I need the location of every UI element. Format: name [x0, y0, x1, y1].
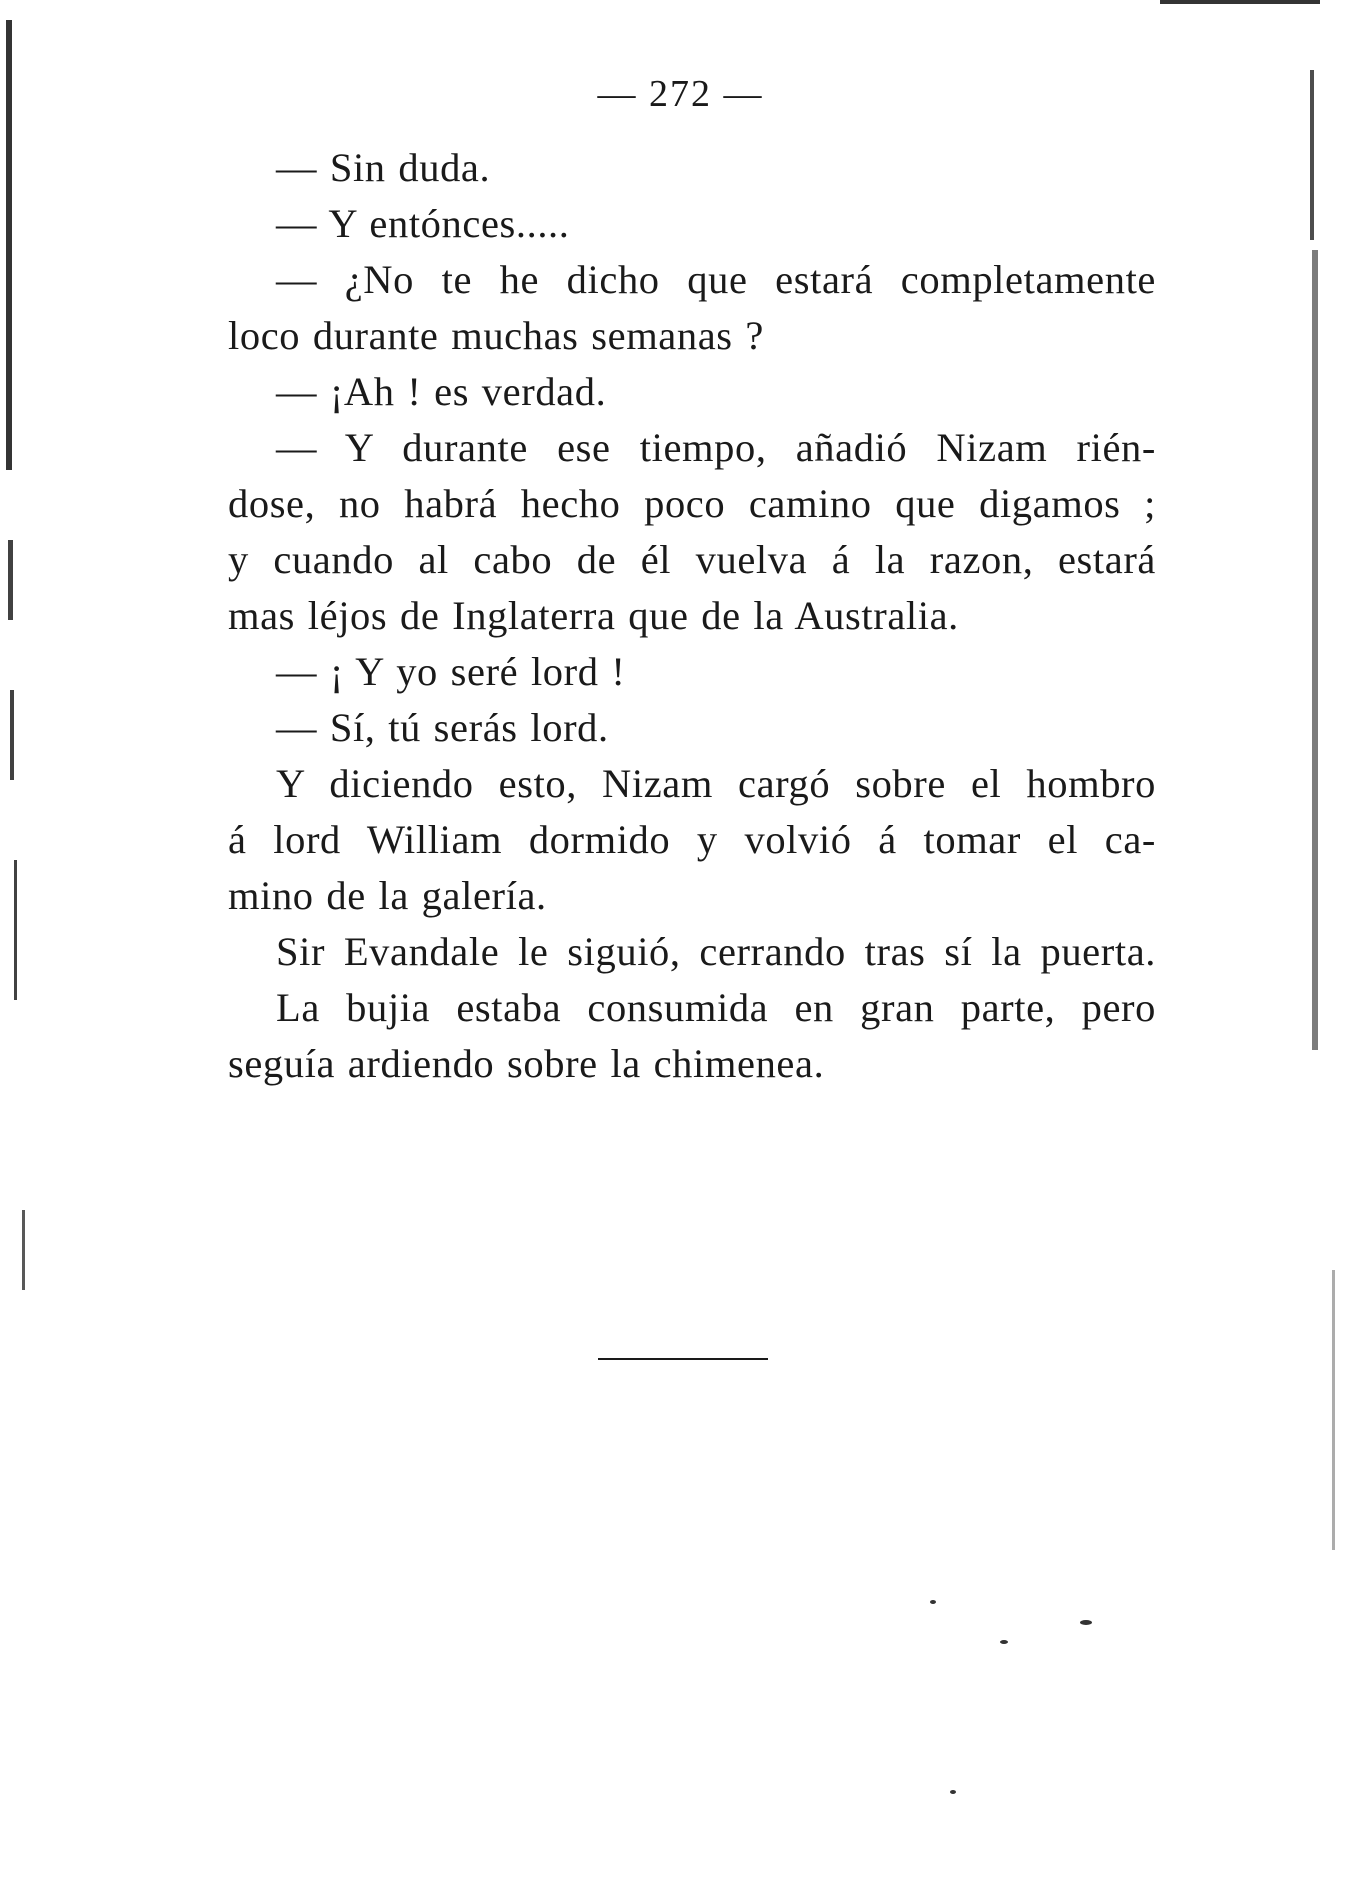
scan-edge-right [1332, 1270, 1335, 1550]
text-line: á lord William dormido y volvió á tomar el ca- [228, 817, 1156, 862]
scan-speck [950, 1790, 956, 1794]
scan-edge-top [1160, 0, 1320, 4]
page-number: — 272 — [597, 73, 764, 115]
text-line: Y diciendo esto, Nizam cargó sobre el hombro [276, 761, 1156, 806]
text-line: loco durante muchas semanas ? [228, 313, 764, 358]
scan-edge-left [14, 860, 17, 1000]
text-line: — Y durante ese tiempo, añadió Nizam rién- [276, 425, 1156, 470]
text-line: — Sí, tú serás lord. [276, 705, 609, 750]
text-line: y cuando al cabo de él vuelva á la razon, estará [228, 537, 1156, 582]
text-line: — ¡Ah ! es verdad. [276, 369, 607, 414]
scan-speck [930, 1600, 936, 1604]
text-line: Sir Evandale le siguió, cerrando tras sí la puerta. [276, 929, 1156, 974]
scan-edge-right [1310, 70, 1314, 240]
text-line: — ¿No te he dicho que estará completamente [276, 257, 1156, 302]
text-line: La bujia estaba consumida en gran parte, pero [276, 985, 1156, 1030]
text-line: seguía ardiendo sobre la chimenea. [228, 1041, 825, 1086]
scan-edge-left [6, 20, 12, 470]
text-line: dose, no habrá hecho poco camino que digamos ; [228, 481, 1156, 526]
text-line: — Sin duda. [276, 145, 491, 190]
body-text [228, 140, 1156, 1092]
scan-edge-left [8, 540, 13, 620]
scan-edge-left [10, 690, 14, 780]
scan-edge-right [1312, 250, 1318, 1050]
text-line: — ¡ Y yo seré lord ! [276, 649, 626, 694]
text-line: mas léjos de Inglaterra que de la Australia. [228, 593, 959, 638]
section-divider [598, 1358, 768, 1360]
scan-speck [1000, 1640, 1008, 1644]
text-line: — Y entónces..... [276, 201, 570, 246]
text-line: mino de la galería. [228, 873, 547, 918]
scan-speck [1080, 1620, 1092, 1625]
scan-edge-left [22, 1210, 25, 1290]
